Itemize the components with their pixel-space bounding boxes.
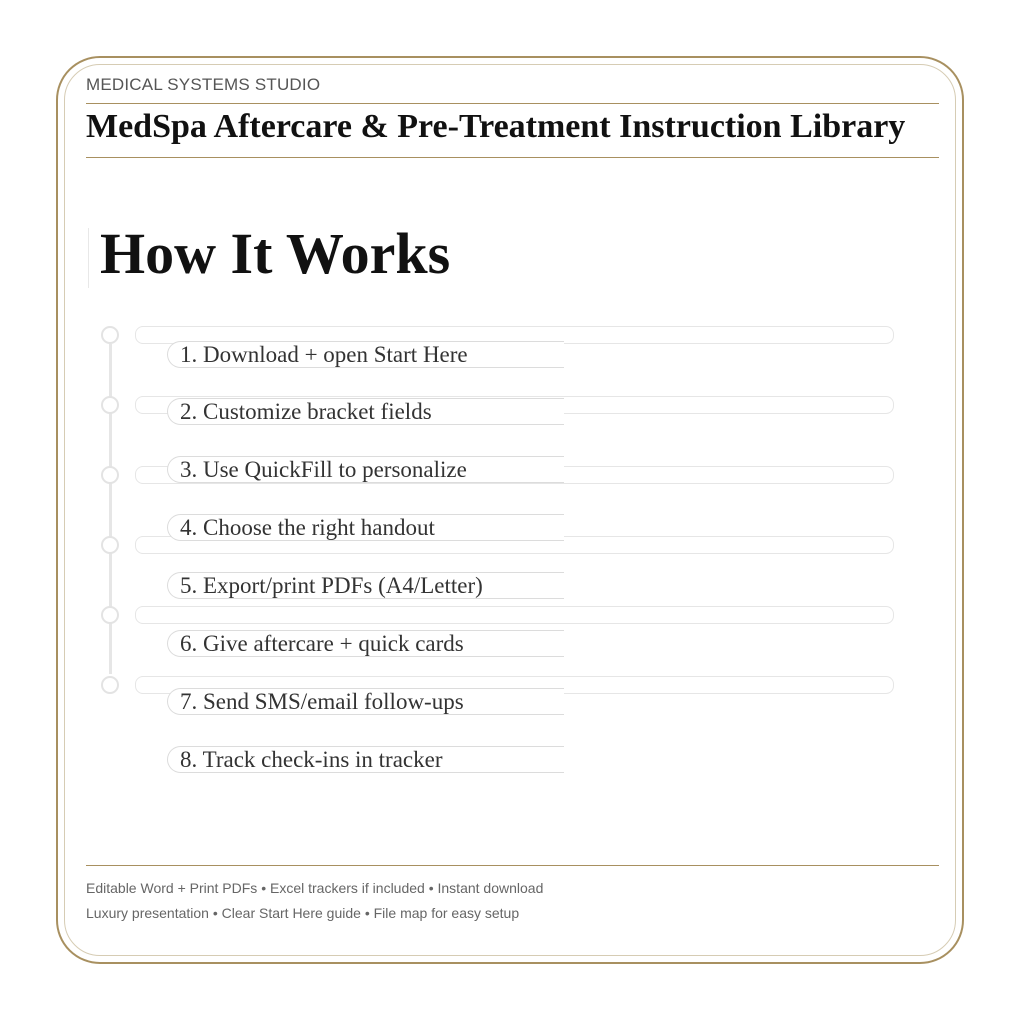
header-divider-bottom: [86, 157, 939, 158]
step-label: 7. Send SMS/email follow-ups: [180, 689, 464, 714]
section-title: How It Works: [100, 221, 451, 286]
step-label: 3. Use QuickFill to personalize: [180, 457, 467, 482]
timeline-node: [101, 466, 119, 484]
studio-name: MEDICAL SYSTEMS STUDIO: [86, 75, 321, 94]
step-label: 5. Export/print PDFs (A4/Letter): [180, 573, 483, 598]
step-item: [167, 341, 564, 368]
step-item: [167, 688, 564, 715]
step-item: [167, 398, 564, 425]
step-item: [167, 514, 564, 541]
timeline-node: [101, 536, 119, 554]
step-item: [167, 746, 564, 773]
header-divider-top: [86, 103, 939, 104]
footer-features-line-1: Editable Word + Print PDFs • Excel trackers if included • Instant download: [86, 880, 544, 896]
footer-features-line-2: Luxury presentation • Clear Start Here guide • File map for easy setup: [86, 905, 520, 921]
step-item: [167, 630, 564, 657]
timeline-node: [101, 396, 119, 414]
timeline-track: [135, 606, 894, 624]
timeline-node: [101, 676, 119, 694]
footer-divider: [86, 865, 939, 866]
step-label: 6. Give aftercare + quick cards: [180, 631, 464, 656]
title-accent-line: [88, 228, 89, 288]
step-label: 4. Choose the right handout: [180, 515, 435, 540]
timeline-line: [109, 344, 112, 674]
inner-frame: [64, 64, 956, 956]
step-label: 2. Customize bracket fields: [180, 399, 432, 424]
page-title: MedSpa Aftercare & Pre-Treatment Instruction Library: [86, 108, 906, 145]
step-item: [167, 572, 564, 599]
step-item: [167, 456, 564, 483]
timeline-node: [101, 326, 119, 344]
step-label: 1. Download + open Start Here: [180, 342, 468, 367]
timeline-node: [101, 606, 119, 624]
step-label: 8. Track check-ins in tracker: [180, 747, 443, 772]
